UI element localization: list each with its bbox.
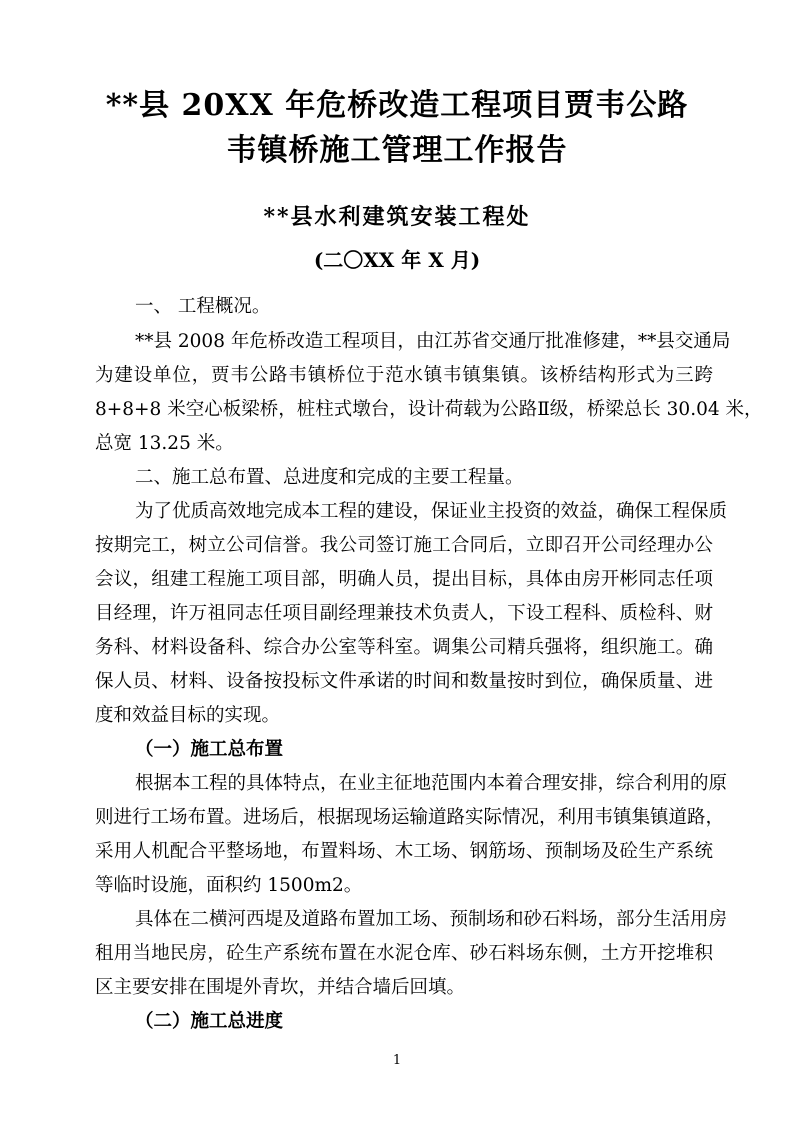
paragraph-line: 总宽 13.25 米。 (95, 433, 234, 454)
paragraph-line: 采用人机配合平整场地，布置料场、木工场、钢筋场、预制场及砼生产系统 (95, 841, 713, 862)
subsection-2-heading: （二）施工总进度 (135, 1011, 284, 1032)
paragraph-line: 会议，组建工程施工项目部，明确人员，提出目标，具体由房开彬同志任项 (95, 569, 713, 590)
report-title-line-1: **县 20XX 年危桥改造工程项目贾韦公路 (105, 88, 689, 123)
paragraph-line: 区主要安排在围堤外青坎，并结合墙后回填。 (95, 977, 466, 998)
paragraph-line: 度和效益目标的实现。 (95, 705, 281, 726)
paragraph-line: 保人员、材料、设备按投标文件承诺的时间和数量按时到位，确保质量、进 (95, 671, 713, 692)
paragraph-line: 具体在二横河西堤及道路布置加工场、预制场和砂石料场，部分生活用房 (135, 909, 728, 930)
organization-name: **县水利建筑安装工程处 (263, 204, 531, 230)
paragraph-line: 租用当地民房，砼生产系统布置在水泥仓库、砂石料场东侧，土方开挖堆积 (95, 943, 713, 964)
paragraph-line: 根据本工程的具体特点，在业主征地范围内本着合理安排，综合利用的原 (135, 773, 728, 794)
report-date: (二〇XX 年 X 月) (313, 248, 481, 272)
paragraph-line: 目经理，许万祖同志任项目副经理兼技术负责人，下设工程科、质检科、财 (95, 603, 713, 624)
report-title-line-2: 韦镇桥施工管理工作报告 (226, 133, 568, 168)
section-1-heading: 一、 工程概况。 (135, 296, 271, 317)
paragraph-line: 按期完工，树立公司信誉。我公司签订施工合同后，立即召开公司经理办公 (95, 535, 713, 556)
paragraph-line: 为了优质高效地完成本工程的建设，保证业主投资的效益，确保工程保质 (135, 501, 728, 522)
section-2-heading: 二、施工总布置、总进度和完成的主要工程量。 (135, 467, 524, 488)
paragraph-line: 等临时设施，面积约 1500m2。 (95, 875, 363, 896)
paragraph-line: 则进行工场布置。进场后，根据现场运输道路实际情况，利用韦镇集镇道路， (95, 807, 725, 828)
subsection-1-heading: （一）施工总布置 (135, 739, 284, 760)
paragraph-line: 为建设单位，贾韦公路韦镇桥位于范水镇韦镇集镇。该桥结构形式为三跨 (95, 365, 713, 386)
paragraph-line: **县 2008 年危桥改造工程项目，由江苏省交通厅批准修建，**县交通局 (135, 331, 731, 352)
page-number: 1 (392, 1053, 402, 1068)
paragraph-line: 务科、材料设备科、综合办公室等科室。调集公司精兵强将，组织施工。确 (95, 637, 713, 658)
paragraph-line: 8+8+8 米空心板梁桥，桩柱式墩台，设计荷载为公路Ⅱ级，桥梁总长 30.04 米， (95, 399, 763, 420)
